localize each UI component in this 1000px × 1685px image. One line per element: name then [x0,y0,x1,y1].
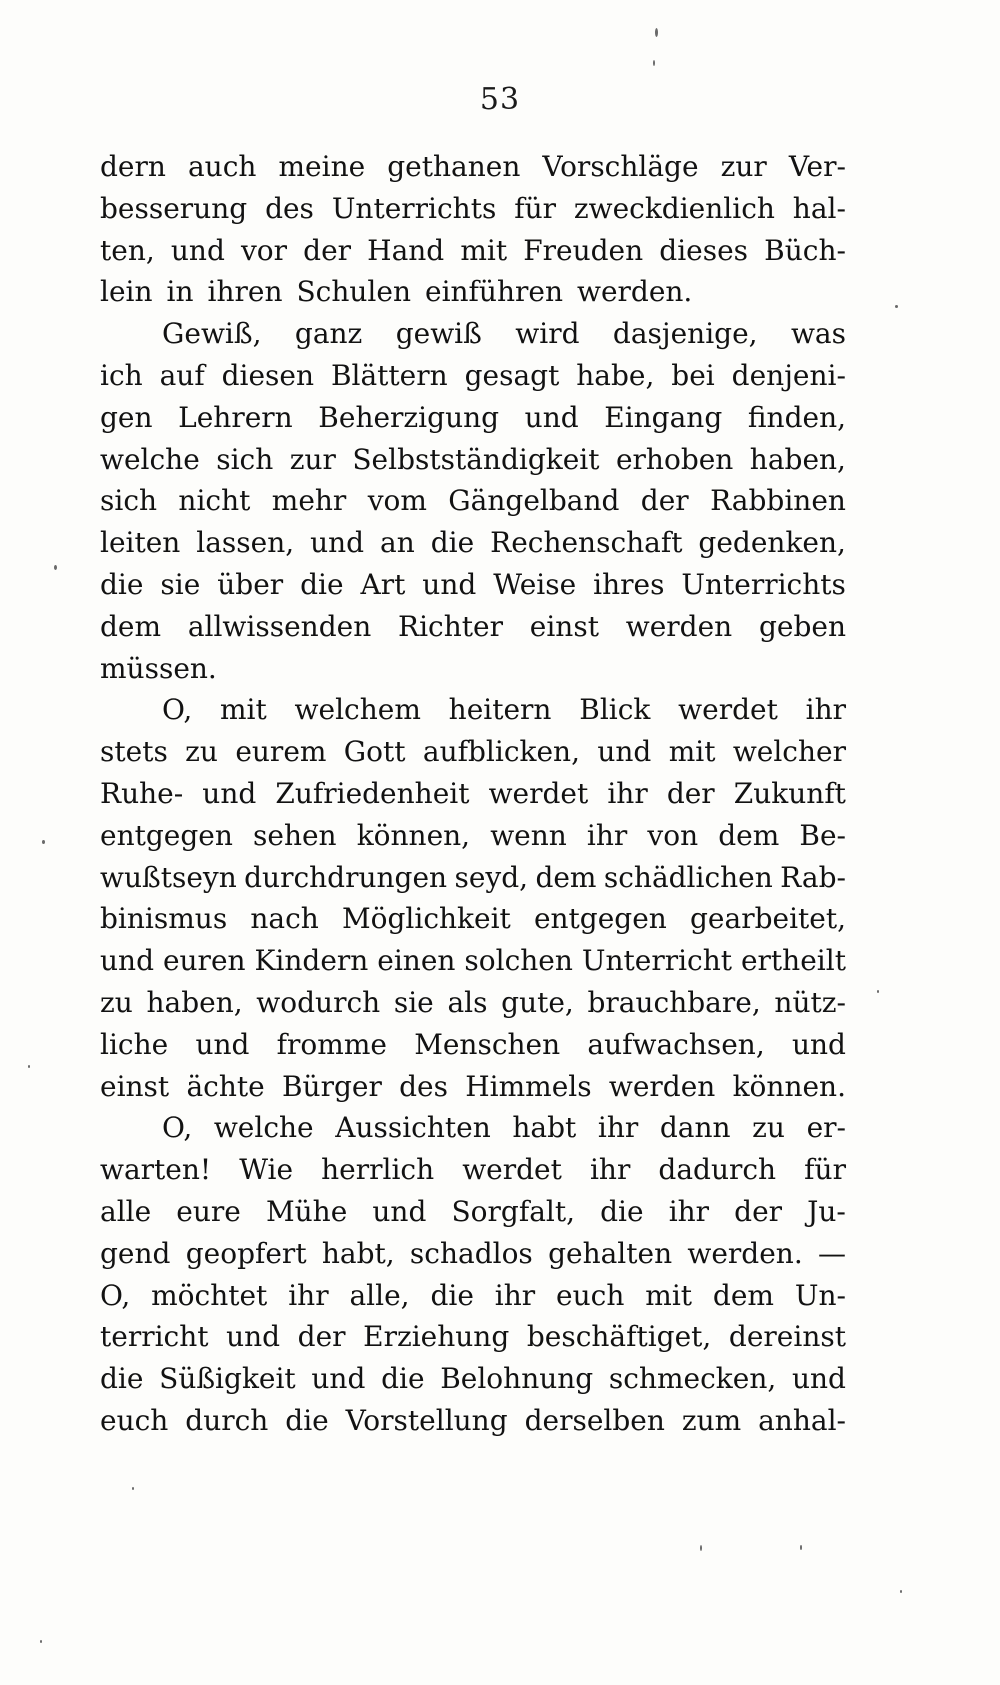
word: die [430,1278,474,1312]
word: auf [159,358,205,392]
word: Weise [493,567,577,601]
word: dann [659,1111,731,1145]
word: sehen [253,818,337,852]
word: Be- [799,818,846,852]
text-line [100,271,846,313]
word: zur [720,150,767,183]
word: zum [681,1403,742,1437]
word: Freuden [523,233,644,267]
word: über [217,567,284,601]
word: ertheilt [740,944,846,978]
word: ihr [494,1278,536,1312]
word: wodurch [256,985,381,1019]
word: Erziehung [363,1320,510,1354]
scan-speck [800,1545,802,1550]
word: gearbeitet, [690,902,846,936]
word: schädlichen [603,860,773,894]
word: der [303,233,352,267]
scan-speck [895,305,898,308]
word: heitern [448,693,552,727]
word: dem [718,818,780,852]
word: der [297,1320,346,1354]
word: mehr [271,484,347,518]
word: lein [100,275,153,309]
text-line [100,1316,846,1358]
word: die [285,1403,329,1437]
body-text [100,146,846,1442]
scan-speck [28,1065,30,1068]
word: warten! [100,1153,212,1187]
text-line [100,1233,846,1275]
word: und [100,944,154,978]
word: was [790,317,846,351]
word: meine [278,150,366,183]
word: welche [213,1111,314,1145]
word: Zufriedenheit [275,776,470,810]
word: des [265,191,314,225]
word: Kindern [254,944,369,978]
word: anhal- [758,1403,846,1437]
word: ihr [597,1111,639,1145]
word: er- [806,1111,846,1145]
word: Vorschläge [542,150,699,183]
word: sich [216,442,274,476]
word: nach [250,902,319,936]
word: und [597,735,652,769]
word: ihr [607,776,648,810]
word: haben, [749,442,846,476]
word: einen [377,944,456,978]
word: und [226,1320,281,1354]
word: Un- [794,1278,846,1312]
word: mit [460,233,508,267]
word: Selbstständigkeit [352,442,600,476]
word: des [399,1069,448,1103]
text-line [100,815,846,857]
word: können, [356,818,471,852]
word: Unterrichts [681,567,846,601]
word: und [311,1362,366,1396]
word: schadlos [409,1236,533,1270]
word: durch [185,1403,269,1437]
word: werdet [678,693,778,727]
word: wußtseyn [100,860,237,894]
word: Süßigkeit [159,1362,296,1396]
text-line [100,982,846,1024]
word: ächte [186,1069,265,1103]
word: Vorstellung [345,1403,508,1437]
text-line [100,1066,846,1108]
word: entgegen [100,818,233,852]
word: welcher [732,735,846,769]
word: die [100,567,144,601]
word: Unterrichts [331,191,497,225]
word: Menschen [414,1027,561,1061]
word: auch [187,150,257,183]
word: ich [100,358,143,392]
text-line [100,1358,846,1400]
word: dem [535,860,597,894]
text-line [100,773,846,815]
word: Wie [239,1153,294,1187]
word: solchen [464,944,573,978]
word: dasjenige, [612,317,758,351]
word: zu [752,1111,785,1145]
word: Ju- [807,1194,846,1228]
word: gewiß [395,317,482,351]
word: gethanen [387,150,521,183]
word: Belohnung [440,1362,594,1396]
word: entgegen [533,902,667,936]
word: dem [712,1278,774,1312]
word: brauchbare, [587,985,761,1019]
word: — [818,1236,846,1270]
word: die [300,567,344,601]
word: Aussichten [335,1111,491,1145]
text-line [100,230,846,272]
word: gedenken, [698,526,846,560]
word: für [514,191,556,225]
word: euren [162,944,246,978]
word: stets [100,735,168,769]
word: eurem [235,735,327,769]
word: alle, [349,1278,410,1312]
word: Blättern [330,358,448,392]
word: ihres [593,567,665,601]
word: Ver- [788,150,846,183]
word: Beherzigung [318,400,500,434]
word: binismus [100,902,228,936]
word: habe, [576,358,655,392]
word: sich [100,484,158,518]
word: gen [100,400,153,434]
word: schmecken, [608,1362,777,1396]
word: O, [162,1111,193,1145]
word: habt, [321,1236,395,1270]
text-line [100,1107,846,1149]
word: Ruhe- [100,776,184,810]
word: und [791,1362,846,1396]
word: beschäftiget, [526,1320,712,1354]
word: ganz [294,317,363,351]
word: Richter [398,609,503,643]
word: sie [160,567,201,601]
word: ihren [207,275,283,309]
word: Blick [579,693,651,727]
text-line [100,606,846,648]
word: habt [512,1111,577,1145]
word: mit [668,735,716,769]
word: Zukunft [733,776,846,810]
scan-speck [877,990,879,993]
word: Gott [343,735,406,769]
page-number: 53 [479,82,521,117]
word: liche [100,1027,169,1061]
word: und [422,567,477,601]
word: und [791,1027,846,1061]
scan-speck [900,1590,902,1593]
text-line [100,689,846,731]
word: ihr [589,1153,631,1187]
word: werden. [687,1236,803,1270]
word: und [195,1027,250,1061]
word: können. [732,1069,846,1103]
word: leiten [100,526,181,560]
text-line [100,857,846,899]
word: werdet [462,1153,562,1187]
text-line [100,522,846,564]
word: seyd, [454,860,529,894]
text-line [100,313,846,355]
word: als [447,985,488,1019]
word: euch [556,1278,625,1312]
word: die [430,526,475,560]
word: hal- [792,191,846,225]
word: gehalten [548,1236,673,1270]
word: gend [100,1236,171,1270]
word: gesagt [464,358,560,392]
word: Rab- [780,860,846,894]
word: zu [100,985,133,1019]
scan-speck [42,840,45,844]
word: werdet [488,776,589,810]
text-line [100,940,846,982]
word: an [380,526,415,560]
word: welche [100,442,200,476]
word: herrlich [321,1153,435,1187]
word: Himmels [465,1069,592,1103]
text-line [100,1191,846,1233]
word: die [100,1362,144,1396]
word: für [804,1153,846,1187]
word: besserung [100,191,248,225]
word: geben [758,609,846,643]
word: und [310,526,365,560]
word: einführen [425,275,563,309]
word: Schulen [296,275,411,309]
scan-speck [655,28,658,37]
word: wird [515,317,580,351]
word: durchdrungen [244,860,448,894]
word: dieses [659,233,749,267]
word: möchtet [151,1278,268,1312]
text-line [100,439,846,481]
word: Gängelband [448,484,620,518]
word: erhoben [615,442,734,476]
word: alle [100,1194,152,1228]
word: zur [289,442,336,476]
text-line [100,397,846,439]
word: und [170,233,225,267]
word: der [666,776,715,810]
text-line [100,146,846,188]
word: diesen [221,358,315,392]
text-line [100,648,846,690]
text-line [100,1400,846,1442]
text-line [100,1149,846,1191]
word: Mühe [265,1194,348,1228]
word: gute, [501,985,574,1019]
word: dereinst [728,1320,846,1354]
text-line [100,1024,846,1066]
word: ten, [100,233,155,267]
scan-speck [40,1640,42,1643]
word: allwissenden [187,609,372,643]
word: von [647,818,699,852]
word: einst [100,1069,170,1103]
text-line [100,564,846,606]
word: der [734,1194,783,1228]
text-line [100,355,846,397]
word: fromme [276,1027,387,1061]
word: vor [240,233,288,267]
word: sie [393,985,434,1019]
word: geopfert [185,1236,307,1270]
word: wenn [490,818,567,852]
word: nütz- [774,985,846,1019]
word: welchem [294,693,421,727]
word: Rabbinen [710,484,846,518]
word: die [381,1362,425,1396]
word: Bürger [281,1069,382,1103]
word: mit [645,1278,693,1312]
word: haben, [146,985,243,1019]
word: Unterricht [581,944,733,978]
scan-speck [700,1545,702,1551]
word: zweckdienlich [573,191,775,225]
word: müssen. [100,651,217,685]
word: denjeni- [731,358,846,392]
word: und [524,400,579,434]
word: terricht [100,1320,209,1354]
text-line [100,188,846,230]
word: zu [185,735,218,769]
word: und [202,776,257,810]
word: Art [360,567,406,601]
word: Eingang [604,400,723,434]
word: Lehrern [178,400,293,434]
word: eure [176,1194,241,1228]
word: euch [100,1403,169,1437]
word: werden [625,609,733,643]
word: finden, [747,400,846,434]
word: einst [529,609,599,643]
word: ihr [586,818,628,852]
word: Gewiß, [162,317,262,351]
word: O, [162,693,193,727]
word: O, [100,1278,131,1312]
scan-speck [54,565,57,570]
scan-speck [653,60,655,66]
scan-speck [132,1487,134,1490]
word: in [166,275,194,309]
word: Möglichkeit [341,902,511,936]
word: aufwachsen, [587,1027,765,1061]
word: der [640,484,689,518]
text-line [100,480,846,522]
word: dem [100,609,162,643]
word: dadurch [658,1153,777,1187]
word: und [372,1194,427,1228]
text-line [100,898,846,940]
word: ihr [288,1278,329,1312]
word: aufblicken, [422,735,580,769]
word: nicht [178,484,251,518]
word: Hand [367,233,445,267]
word: Rechenschaft [490,526,683,560]
word: ihr [805,693,846,727]
word: dern [100,150,166,183]
word: Büch- [764,233,846,267]
word: werden [608,1069,716,1103]
text-line [100,731,846,773]
word: bei [671,358,715,392]
word: Sorgfalt, [451,1194,576,1228]
word: lassen, [196,526,295,560]
word: ihr [668,1194,710,1228]
text-line [100,1275,846,1317]
word: mit [220,693,267,727]
word: werden. [576,275,693,309]
word: derselben [524,1403,665,1437]
word: vom [367,484,427,518]
word: die [600,1194,644,1228]
